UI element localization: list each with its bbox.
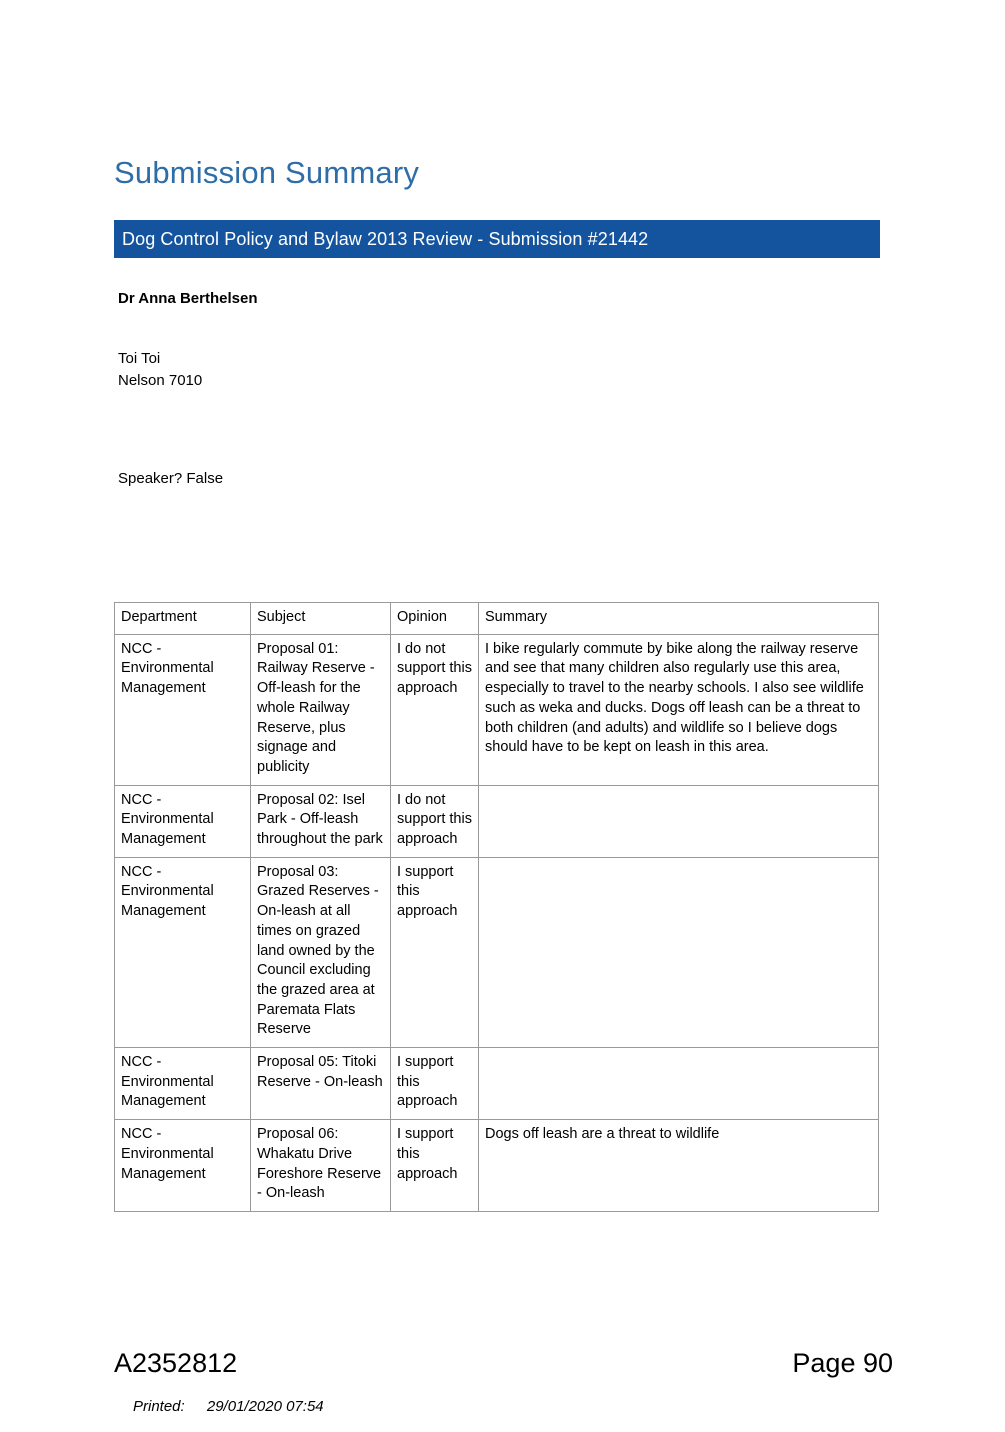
table-row: [115, 1120, 879, 1212]
cell-subject: Proposal 02: Isel Park - Off-leash throughout the park: [251, 785, 391, 857]
cell-subject: Proposal 03: Grazed Reserves - On-leash at all times on grazed land owned by the Council excluding the grazed area at Paremata Flats Reserve: [251, 857, 391, 1047]
footer-reference: A2352812: [114, 1348, 238, 1378]
footer-printed-value: 29/01/2020 07:54: [206, 1398, 324, 1415]
table-row: [115, 634, 879, 785]
cell-subject: Proposal 06: Whakatu Drive Foreshore Reserve - On-leash: [251, 1120, 391, 1212]
table-row: [115, 1048, 879, 1120]
address-line-1: Toi Toi: [118, 350, 161, 367]
address-line-2: Nelson 7010: [118, 372, 203, 389]
column-header-department: Department: [115, 603, 251, 635]
table-header-row: [115, 603, 879, 635]
page-title: Submission Summary: [114, 155, 420, 190]
cell-summary: [479, 785, 879, 857]
cell-department: NCC - Environmental Management: [115, 1120, 251, 1212]
column-header-opinion: Opinion: [391, 603, 479, 635]
cell-subject: Proposal 01: Railway Reserve - Off-leash for the whole Railway Reserve, plus signage and publicity: [251, 634, 391, 785]
footer-page-number: Page 90: [792, 1348, 893, 1378]
speaker-status: Speaker? False: [118, 470, 224, 487]
cell-opinion: I support this approach: [391, 1120, 479, 1212]
cell-summary: [479, 857, 879, 1047]
cell-subject: Proposal 05: Titoki Reserve - On-leash: [251, 1048, 391, 1120]
submission-banner: [114, 220, 880, 258]
table-row: [115, 785, 879, 857]
submitter-address: [118, 348, 202, 392]
cell-summary: Dogs off leash are a threat to wildlife: [479, 1120, 879, 1212]
cell-opinion: I do not support this approach: [391, 785, 479, 857]
cell-opinion: I do not support this approach: [391, 634, 479, 785]
footer-printed-label: Printed:: [133, 1398, 185, 1415]
submitter-name: Dr Anna Berthelsen: [118, 290, 258, 307]
column-header-summary: Summary: [479, 603, 879, 635]
cell-department: NCC - Environmental Management: [115, 634, 251, 785]
table-row: [115, 857, 879, 1047]
footer-printed: [133, 1398, 324, 1415]
submission-banner-title: Dog Control Policy and Bylaw 2013 Review - Submission #21442: [122, 228, 649, 249]
cell-opinion: I support this approach: [391, 1048, 479, 1120]
cell-summary: I bike regularly commute by bike along the railway reserve and see that many children also regularly use this area, especially to travel to the nearby schools. I also see wildlife such as weka and ducks. Dogs off leash can be a threat to both children (and adults) and wildlife so I believe dogs should have to be kept on leash in this area.: [479, 634, 879, 785]
column-header-subject: Subject: [251, 603, 391, 635]
cell-summary: [479, 1048, 879, 1120]
cell-department: NCC - Environmental Management: [115, 785, 251, 857]
cell-opinion: I support this approach: [391, 857, 479, 1047]
submission-table: [114, 602, 879, 1212]
cell-department: NCC - Environmental Management: [115, 857, 251, 1047]
cell-department: NCC - Environmental Management: [115, 1048, 251, 1120]
